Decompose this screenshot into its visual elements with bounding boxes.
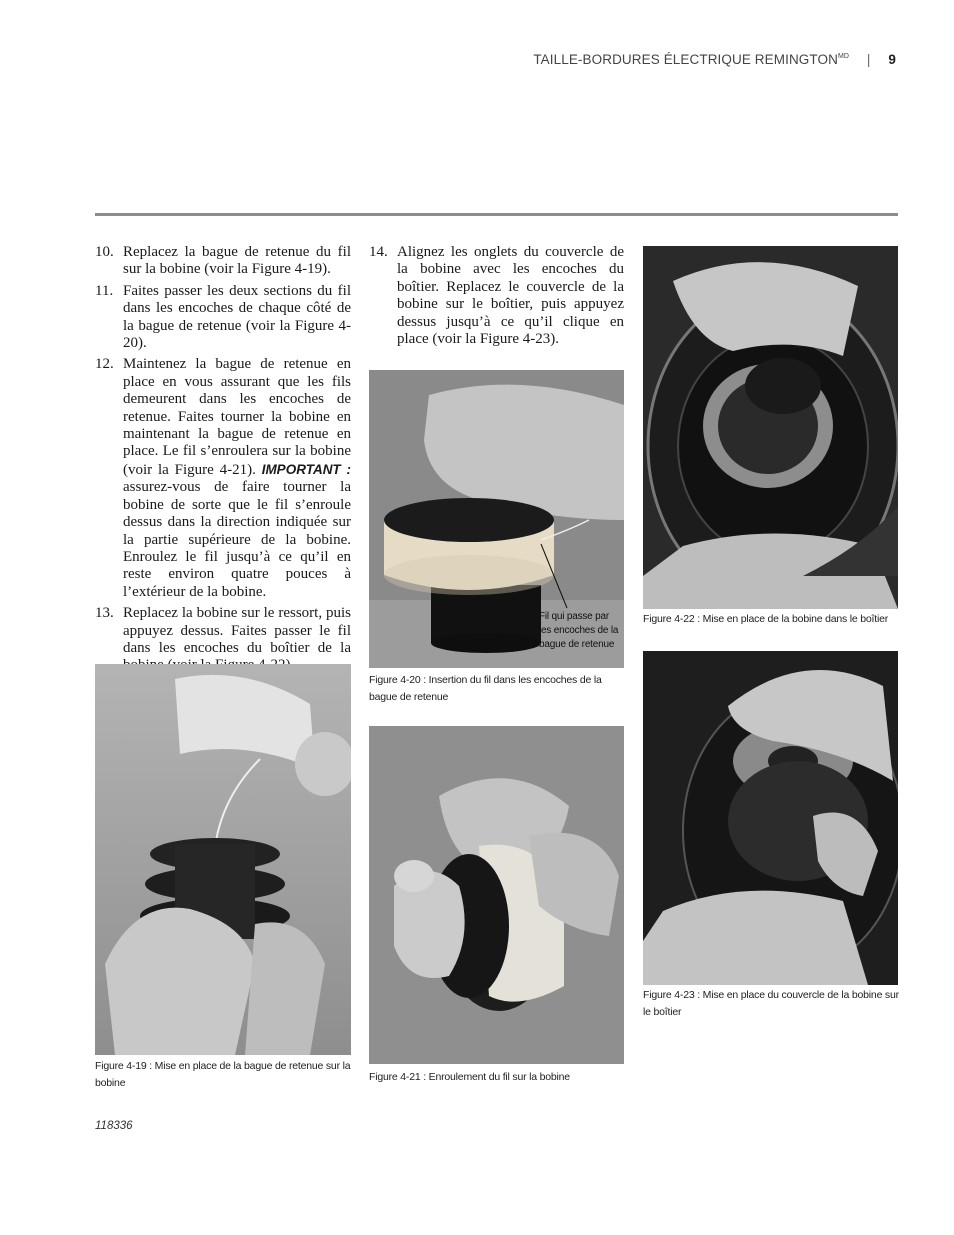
step-text-cont: assurez-vous de faire tourner la bobine de sorte que le fil s’enroule dessus dans la direction indiquée sur la partie supérieure de la bobine. Enroulez le fil jusqu’à ce qu’il en reste environ quatre pouces à l’extérieur de la bobine.	[123, 479, 351, 600]
step-12	[95, 356, 351, 601]
step-text: Alignez les onglets du couvercle de la bobine avec les encoches du boîtier. Replacez le couvercle de la bobine sur le boîtier, puis appuyez dessus jusqu’à ce qu’il clique en place (voir la Figure 4-23).	[397, 244, 624, 348]
figure-4-22-photo	[643, 246, 898, 609]
step-text: Maintenez la bague de retenue en place en vous assurant que les fils demeurent dans les encoches de retenue. Faites tourner la bobine en maintenant la bague de retenue en place. Le fil s’enroulera sur la bobine (voir la Figure 4-21).	[123, 356, 351, 478]
step-10	[95, 244, 351, 279]
column-1-text	[95, 244, 351, 679]
running-header	[533, 52, 896, 67]
step-number: 12.	[95, 356, 114, 373]
step-text: Replacez la bobine sur le ressort, puis appuyez dessus. Faites passer le fil dans les encoches du boîtier de la	[123, 605, 351, 656]
step-number: 14.	[369, 244, 388, 260]
figure-4-21-photo	[369, 726, 624, 1064]
header-title-sup: MD	[837, 53, 850, 60]
column-2-text	[369, 244, 624, 352]
instruction-list-2	[369, 244, 624, 348]
step-text: Faites passer les deux sections du fil dans les encoches de chaque côté de la bague de retenue (voir la Figure 4-20).	[123, 282, 351, 352]
step-text: Replacez la bague de retenue du fil sur la bobine (voir la Figure 4-19).	[123, 244, 351, 278]
figure-4-20-caption: Figure 4-20 : Insertion du fil dans les encoches de la bague de retenue	[369, 674, 602, 703]
step-number: 11.	[95, 282, 114, 299]
step-number: 13.	[95, 605, 114, 622]
figure-4-23-photo	[643, 651, 898, 985]
figure-4-19-caption: Figure 4-19 : Mise en place de la bague de retenue sur la bobine	[95, 1060, 351, 1089]
instruction-list-1	[95, 244, 351, 675]
header-separator: |	[866, 52, 871, 67]
step-11	[95, 283, 351, 353]
header-divider	[95, 213, 898, 216]
important-label: IMPORTANT :	[261, 461, 352, 477]
figure-4-23-caption: Figure 4-23 : Mise en place du couvercle de la bobine sur le boîtier	[643, 989, 899, 1018]
header-title: TAILLE-BORDURES ÉLECTRIQUE REMINGTON	[533, 52, 838, 67]
figure-4-21-caption: Figure 4-21 : Enroulement du fil sur la bobine	[369, 1071, 570, 1083]
step-number: 10.	[95, 244, 114, 260]
figure-4-19-photo	[95, 664, 351, 1055]
figure-4-20-callout: Fil qui passe par les encoches de la bague de retenue	[539, 611, 619, 650]
step-14	[369, 244, 624, 348]
page-number: 9	[888, 52, 896, 67]
figure-4-22-caption: Figure 4-22 : Mise en place de la bobine dans le boîtier	[643, 613, 889, 625]
document-number: 118336	[95, 1120, 133, 1132]
